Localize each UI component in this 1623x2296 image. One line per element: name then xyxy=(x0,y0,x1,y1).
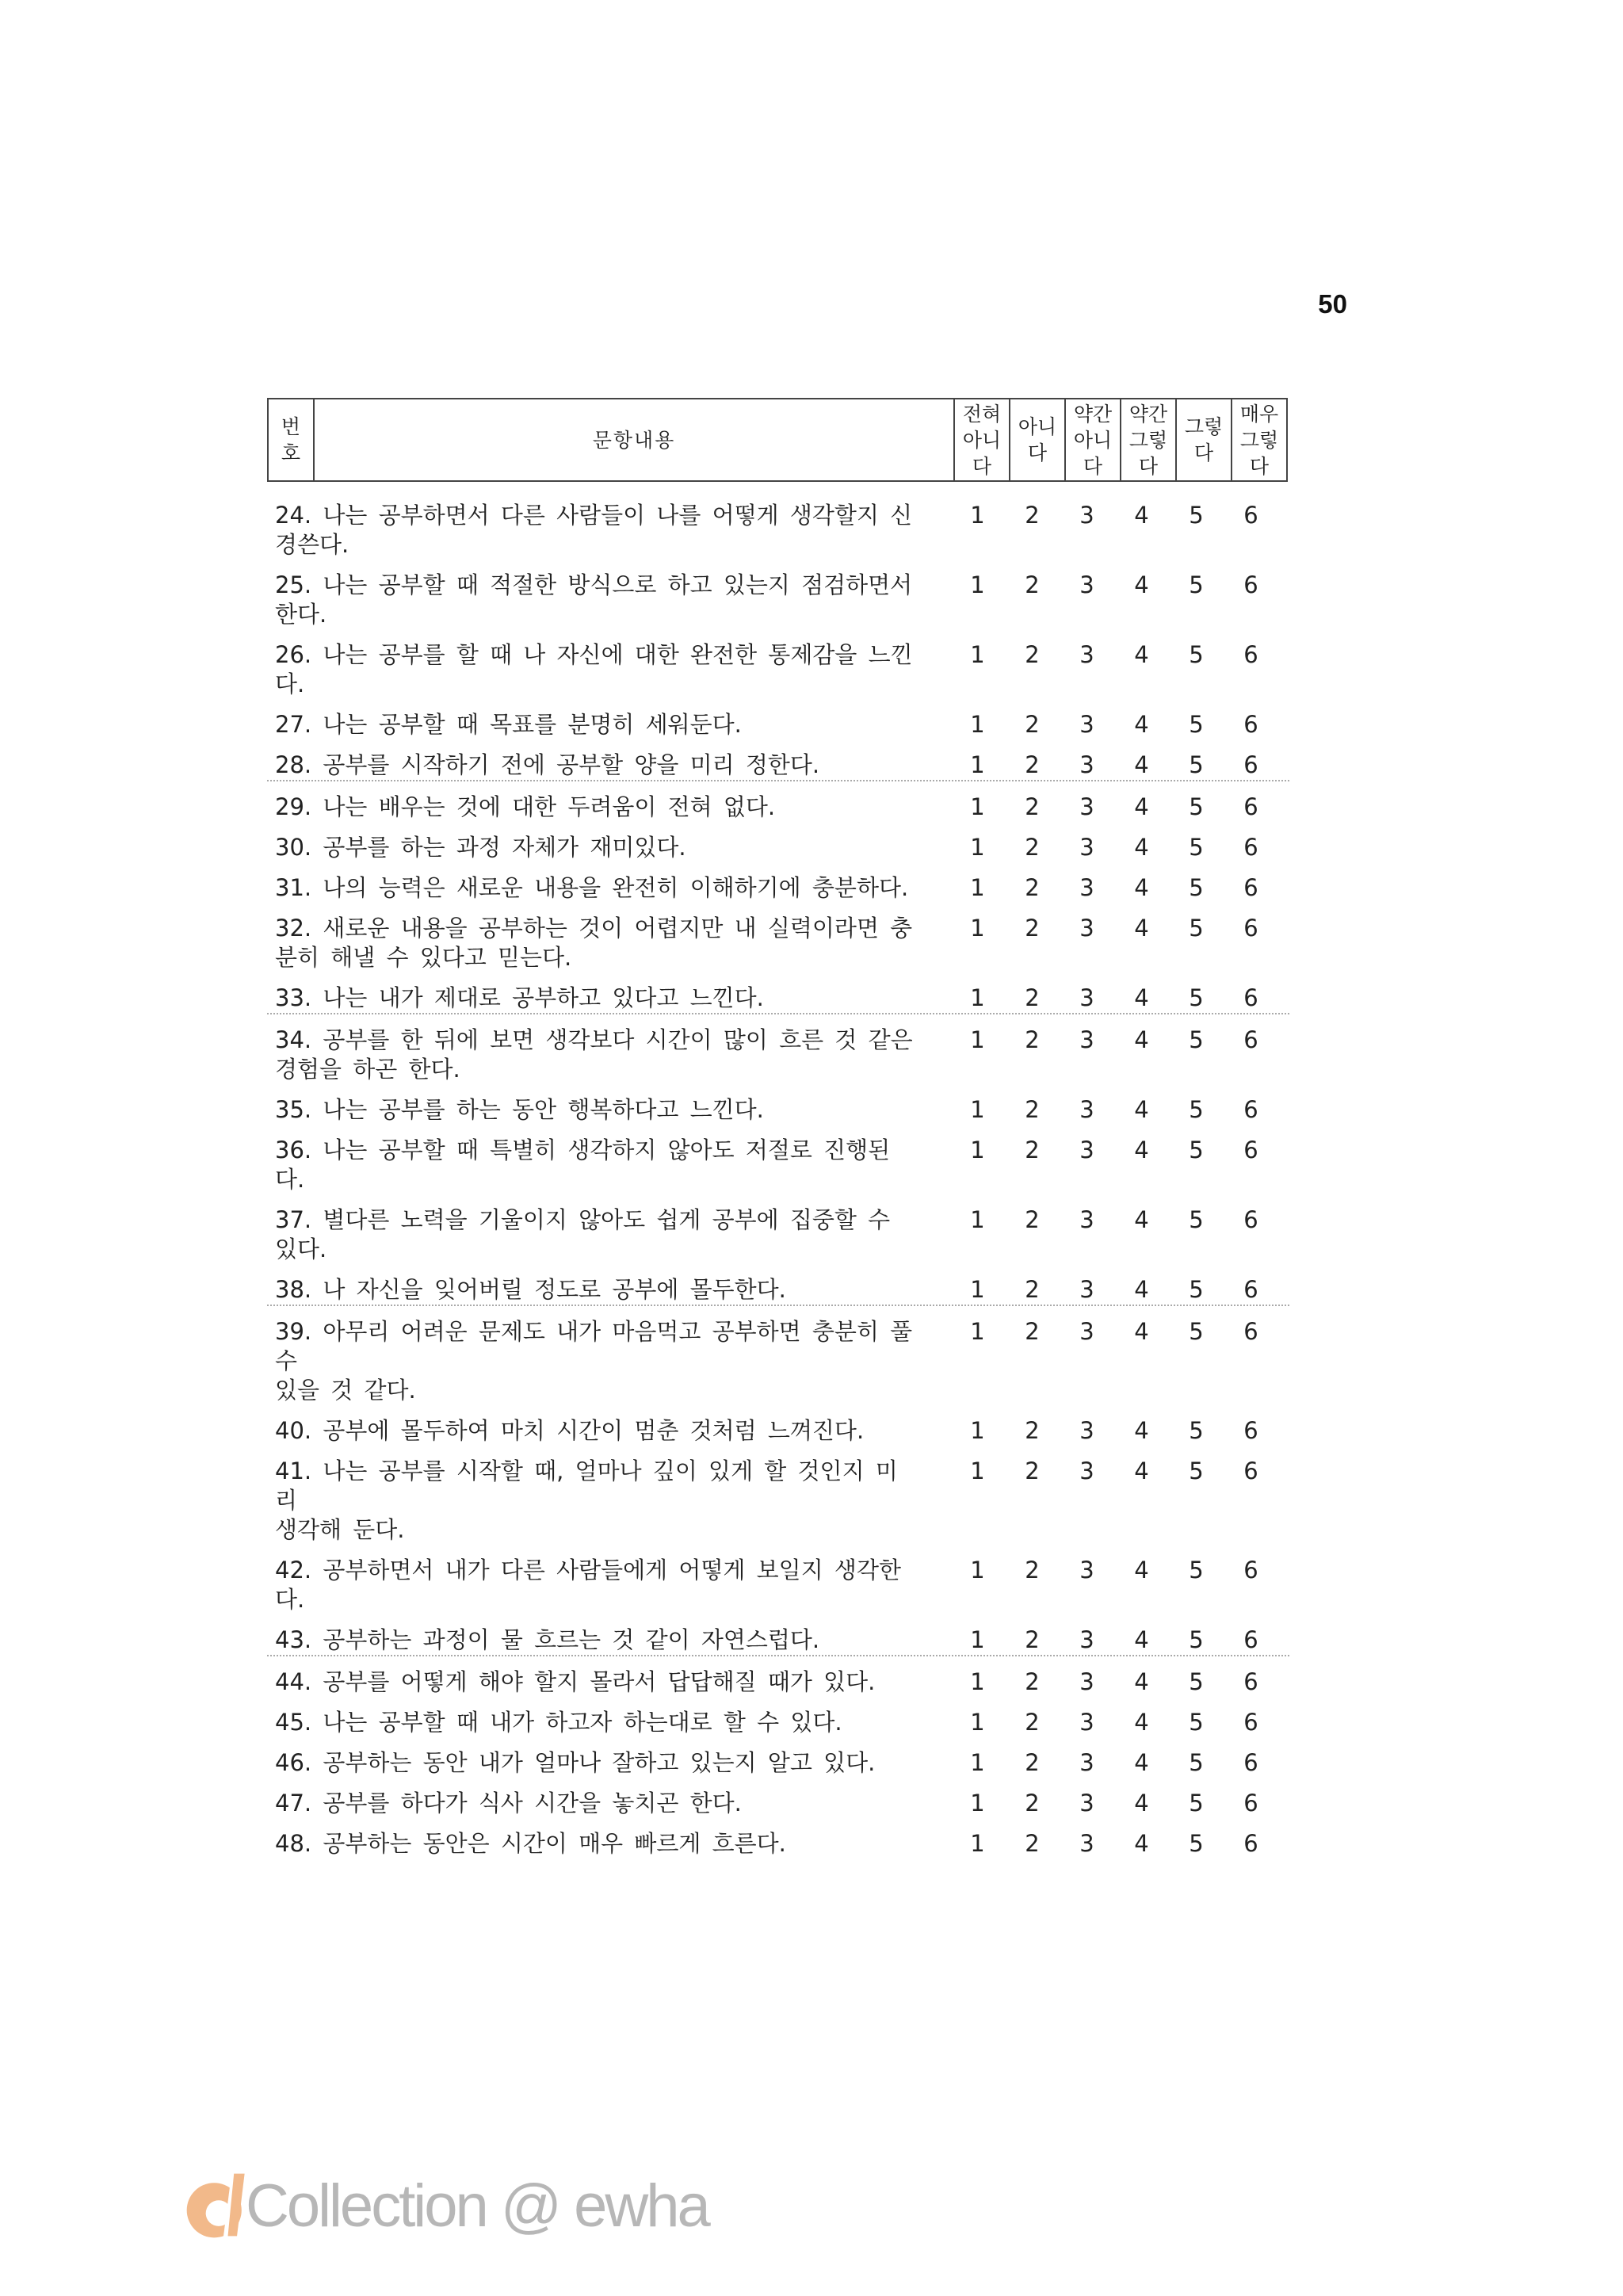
item-scale xyxy=(950,1095,1278,1125)
scale-option-4[interactable]: 4 xyxy=(1134,1276,1149,1303)
scale-option-3[interactable]: 3 xyxy=(1079,984,1094,1011)
scale-option-5[interactable]: 5 xyxy=(1189,1626,1204,1653)
scale-option-6[interactable]: 6 xyxy=(1243,1626,1258,1653)
scale-option-4[interactable]: 4 xyxy=(1134,1557,1149,1584)
questionnaire-item xyxy=(267,1446,1289,1545)
scale-option-6[interactable]: 6 xyxy=(1243,751,1258,778)
item-scale xyxy=(950,1205,1278,1235)
header-scale-label: 전혀 아니 다 xyxy=(962,402,1002,478)
scale-option-1[interactable]: 1 xyxy=(970,502,985,529)
item-text: 44. 공부를 어떻게 해야 할지 몰라서 답답해질 때가 있다. xyxy=(275,1668,876,1695)
scale-option-6[interactable]: 6 xyxy=(1243,1026,1258,1053)
scale-option-1[interactable]: 1 xyxy=(970,1830,985,1857)
header-content: 문항내용 xyxy=(314,399,954,481)
questionnaire-item xyxy=(267,781,1289,822)
scale-option-4[interactable]: 4 xyxy=(1134,1749,1149,1776)
item-text: 39. 아무리 어려운 문제도 내가 마음먹고 공부하면 충분히 풀 수 있을 것 같다. xyxy=(275,1318,913,1404)
scale-option-5[interactable]: 5 xyxy=(1189,834,1204,861)
scale-option-5[interactable]: 5 xyxy=(1189,1557,1204,1584)
item-text: 46. 공부하는 동안 내가 얼마나 잘하고 있는지 알고 있다. xyxy=(275,1749,876,1776)
scale-option-1[interactable]: 1 xyxy=(970,1668,985,1695)
scale-option-2[interactable]: 2 xyxy=(1025,1457,1040,1484)
header-scale-4 xyxy=(1121,399,1176,481)
scale-option-2[interactable]: 2 xyxy=(1025,1668,1040,1695)
questionnaire-item xyxy=(267,699,1289,739)
scale-option-3[interactable]: 3 xyxy=(1079,571,1094,598)
scale-option-2[interactable]: 2 xyxy=(1025,641,1040,668)
header-scale-label: 매우 그렇 다 xyxy=(1239,402,1279,478)
item-text: 29. 나는 배우는 것에 대한 두려움이 전혀 없다. xyxy=(275,793,776,820)
scale-option-4[interactable]: 4 xyxy=(1134,1026,1149,1053)
scale-option-1[interactable]: 1 xyxy=(970,1026,985,1053)
scale-option-4[interactable]: 4 xyxy=(1134,1790,1149,1817)
scale-option-1[interactable]: 1 xyxy=(970,1749,985,1776)
scale-option-3[interactable]: 3 xyxy=(1079,1096,1094,1123)
item-text: 25. 나는 공부할 때 적절한 방식으로 하고 있는지 점검하면서 한다. xyxy=(275,571,913,628)
scale-option-2[interactable]: 2 xyxy=(1025,1137,1040,1163)
header-number-label: 번 호 xyxy=(281,415,301,464)
scale-option-2[interactable]: 2 xyxy=(1025,1626,1040,1653)
scale-option-5[interactable]: 5 xyxy=(1189,1026,1204,1053)
scale-option-2[interactable]: 2 xyxy=(1025,1206,1040,1233)
scale-option-5[interactable]: 5 xyxy=(1189,1318,1204,1345)
questionnaire-item xyxy=(267,1778,1289,1818)
scale-option-4[interactable]: 4 xyxy=(1134,1096,1149,1123)
item-scale xyxy=(950,710,1278,739)
scale-option-5[interactable]: 5 xyxy=(1189,1096,1204,1123)
scale-option-2[interactable]: 2 xyxy=(1025,915,1040,942)
scale-option-4[interactable]: 4 xyxy=(1134,571,1149,598)
scale-option-6[interactable]: 6 xyxy=(1243,1096,1258,1123)
scale-option-2[interactable]: 2 xyxy=(1025,1026,1040,1053)
scale-option-1[interactable]: 1 xyxy=(970,1626,985,1653)
item-text: 43. 공부하는 과정이 물 흐르는 것 같이 자연스럽다. xyxy=(275,1626,820,1653)
questionnaire-item xyxy=(267,1125,1289,1194)
scale-option-2[interactable]: 2 xyxy=(1025,711,1040,738)
scale-option-3[interactable]: 3 xyxy=(1079,751,1094,778)
scale-option-5[interactable]: 5 xyxy=(1189,915,1204,942)
item-text: 35. 나는 공부를 하는 동안 행복하다고 느낀다. xyxy=(275,1096,764,1123)
questionnaire-item xyxy=(267,1697,1289,1737)
scale-option-4[interactable]: 4 xyxy=(1134,915,1149,942)
scale-option-2[interactable]: 2 xyxy=(1025,874,1040,901)
scale-option-5[interactable]: 5 xyxy=(1189,874,1204,901)
item-text: 34. 공부를 한 뒤에 보면 생각보다 시간이 많이 흐른 것 같은 경험을 하곤 한다. xyxy=(275,1026,913,1083)
scale-option-4[interactable]: 4 xyxy=(1134,1830,1149,1857)
scale-option-1[interactable]: 1 xyxy=(970,793,985,820)
item-scale xyxy=(950,914,1278,943)
scale-option-6[interactable]: 6 xyxy=(1243,1206,1258,1233)
questionnaire-item xyxy=(267,1614,1289,1656)
scale-option-1[interactable]: 1 xyxy=(970,1137,985,1163)
questionnaire-item xyxy=(267,1014,1289,1084)
scale-option-6[interactable]: 6 xyxy=(1243,1318,1258,1345)
scale-option-1[interactable]: 1 xyxy=(970,1276,985,1303)
scale-option-2[interactable]: 2 xyxy=(1025,1417,1040,1444)
questionnaire-item xyxy=(267,1264,1289,1306)
item-scale xyxy=(950,571,1278,600)
scale-option-4[interactable]: 4 xyxy=(1134,984,1149,1011)
scale-option-6[interactable]: 6 xyxy=(1243,502,1258,529)
scale-option-5[interactable]: 5 xyxy=(1189,751,1204,778)
scale-option-6[interactable]: 6 xyxy=(1243,984,1258,1011)
scale-option-5[interactable]: 5 xyxy=(1189,1276,1204,1303)
item-text: 30. 공부를 하는 과정 자체가 재미있다. xyxy=(275,834,686,861)
header-scale-label: 그렇 다 xyxy=(1184,415,1224,464)
scale-option-6[interactable]: 6 xyxy=(1243,1668,1258,1695)
scale-option-3[interactable]: 3 xyxy=(1079,1790,1094,1817)
scale-option-5[interactable]: 5 xyxy=(1189,1790,1204,1817)
header-scale-label: 약간 아니 다 xyxy=(1073,402,1113,478)
scale-option-1[interactable]: 1 xyxy=(970,1417,985,1444)
item-scale xyxy=(950,1748,1278,1778)
item-scale xyxy=(950,640,1278,670)
scale-option-5[interactable]: 5 xyxy=(1189,1709,1204,1736)
scale-option-4[interactable]: 4 xyxy=(1134,793,1149,820)
item-text: 31. 나의 능력은 새로운 내용을 완전히 이해하기에 충분하다. xyxy=(275,874,909,901)
scale-option-3[interactable]: 3 xyxy=(1079,1206,1094,1233)
item-text: 33. 나는 내가 제대로 공부하고 있다고 느낀다. xyxy=(275,984,764,1011)
questionnaire-item xyxy=(267,972,1289,1014)
questionnaire-item xyxy=(267,822,1289,862)
scale-option-1[interactable]: 1 xyxy=(970,984,985,1011)
scale-option-3[interactable]: 3 xyxy=(1079,1830,1094,1857)
scale-option-3[interactable]: 3 xyxy=(1079,711,1094,738)
scale-option-3[interactable]: 3 xyxy=(1079,1137,1094,1163)
item-text: 38. 나 자신을 잊어버릴 정도로 공부에 몰두한다. xyxy=(275,1276,786,1303)
item-text: 41. 나는 공부를 시작할 때, 얼마나 깊이 있게 할 것인지 미 리 생각해 둔다. xyxy=(275,1457,898,1543)
item-text: 36. 나는 공부할 때 특별히 생각하지 않아도 저절로 진행된 다. xyxy=(275,1137,891,1193)
item-scale xyxy=(950,1026,1278,1055)
item-scale xyxy=(950,1317,1278,1347)
item-scale xyxy=(950,1136,1278,1165)
scale-option-3[interactable]: 3 xyxy=(1079,1417,1094,1444)
item-scale xyxy=(950,793,1278,822)
scale-option-6[interactable]: 6 xyxy=(1243,1790,1258,1817)
scale-option-2[interactable]: 2 xyxy=(1025,1749,1040,1776)
scale-option-2[interactable]: 2 xyxy=(1025,751,1040,778)
scale-option-1[interactable]: 1 xyxy=(970,641,985,668)
scale-option-3[interactable]: 3 xyxy=(1079,502,1094,529)
scale-option-5[interactable]: 5 xyxy=(1189,793,1204,820)
scale-option-1[interactable]: 1 xyxy=(970,1709,985,1736)
item-scale xyxy=(950,501,1278,530)
scale-option-3[interactable]: 3 xyxy=(1079,1457,1094,1484)
scale-option-4[interactable]: 4 xyxy=(1134,1668,1149,1695)
item-scale xyxy=(950,984,1278,1013)
header-scale-2 xyxy=(1010,399,1065,481)
scale-option-3[interactable]: 3 xyxy=(1079,1668,1094,1695)
scale-option-5[interactable]: 5 xyxy=(1189,1830,1204,1857)
item-text: 42. 공부하면서 내가 다른 사람들에게 어떻게 보일지 생각한 다. xyxy=(275,1557,901,1613)
scale-option-3[interactable]: 3 xyxy=(1079,1276,1094,1303)
questionnaire-item xyxy=(267,1818,1289,1859)
scale-option-4[interactable]: 4 xyxy=(1134,1137,1149,1163)
questionnaire-item xyxy=(267,1405,1289,1446)
questionnaire-header xyxy=(267,398,1288,482)
scale-option-1[interactable]: 1 xyxy=(970,571,985,598)
scale-option-1[interactable]: 1 xyxy=(970,751,985,778)
questionnaire-item xyxy=(267,490,1289,560)
item-text: 47. 공부를 하다가 식사 시간을 놓치곤 한다. xyxy=(275,1790,742,1817)
item-text: 40. 공부에 몰두하여 마치 시간이 멈춘 것처럼 느껴진다. xyxy=(275,1417,865,1444)
scale-option-4[interactable]: 4 xyxy=(1134,1709,1149,1736)
scale-option-2[interactable]: 2 xyxy=(1025,571,1040,598)
scale-option-4[interactable]: 4 xyxy=(1134,711,1149,738)
questionnaire-item xyxy=(267,1084,1289,1125)
scale-option-2[interactable]: 2 xyxy=(1025,1790,1040,1817)
item-scale xyxy=(950,1789,1278,1818)
item-text: 48. 공부하는 동안은 시간이 매우 빠르게 흐른다. xyxy=(275,1830,786,1857)
scale-option-1[interactable]: 1 xyxy=(970,1318,985,1345)
scale-option-5[interactable]: 5 xyxy=(1189,1457,1204,1484)
scale-option-5[interactable]: 5 xyxy=(1189,984,1204,1011)
questionnaire-item xyxy=(267,1306,1289,1405)
item-scale xyxy=(950,1668,1278,1697)
scale-option-3[interactable]: 3 xyxy=(1079,1749,1094,1776)
header-scale-5 xyxy=(1176,399,1232,481)
questionnaire-item xyxy=(267,1194,1289,1264)
scale-option-4[interactable]: 4 xyxy=(1134,1318,1149,1345)
dcollection-logo xyxy=(181,2168,708,2244)
questionnaire-item xyxy=(267,903,1289,972)
questionnaire-item xyxy=(267,1656,1289,1697)
scale-option-1[interactable]: 1 xyxy=(970,711,985,738)
scale-option-1[interactable]: 1 xyxy=(970,1557,985,1584)
scale-option-1[interactable]: 1 xyxy=(970,834,985,861)
scale-option-1[interactable]: 1 xyxy=(970,874,985,901)
item-scale xyxy=(950,1708,1278,1737)
scale-option-6[interactable]: 6 xyxy=(1243,874,1258,901)
scale-option-5[interactable]: 5 xyxy=(1189,571,1204,598)
scale-option-6[interactable]: 6 xyxy=(1243,1417,1258,1444)
scale-option-6[interactable]: 6 xyxy=(1243,1137,1258,1163)
scale-option-5[interactable]: 5 xyxy=(1189,711,1204,738)
scale-option-1[interactable]: 1 xyxy=(970,1096,985,1123)
scale-option-4[interactable]: 4 xyxy=(1134,1626,1149,1653)
scale-option-5[interactable]: 5 xyxy=(1189,1668,1204,1695)
scale-option-6[interactable]: 6 xyxy=(1243,1457,1258,1484)
questionnaire-item xyxy=(267,560,1289,629)
item-scale xyxy=(950,1275,1278,1305)
header-scale-label: 아니 다 xyxy=(1018,415,1057,464)
scale-option-2[interactable]: 2 xyxy=(1025,1709,1040,1736)
item-scale xyxy=(950,1556,1278,1585)
header-number xyxy=(268,399,314,481)
item-text: 26. 나는 공부를 할 때 나 자신에 대한 완전한 통제감을 느낀 다. xyxy=(275,641,913,697)
page-number: 50 xyxy=(1318,289,1347,319)
scale-option-6[interactable]: 6 xyxy=(1243,571,1258,598)
scale-option-6[interactable]: 6 xyxy=(1243,711,1258,738)
scale-option-2[interactable]: 2 xyxy=(1025,984,1040,1011)
scale-option-2[interactable]: 2 xyxy=(1025,1830,1040,1857)
scale-option-3[interactable]: 3 xyxy=(1079,874,1094,901)
questionnaire-item xyxy=(267,862,1289,903)
scale-option-2[interactable]: 2 xyxy=(1025,834,1040,861)
scale-option-4[interactable]: 4 xyxy=(1134,874,1149,901)
scale-option-6[interactable]: 6 xyxy=(1243,1276,1258,1303)
scale-option-4[interactable]: 4 xyxy=(1134,641,1149,668)
scale-option-6[interactable]: 6 xyxy=(1243,915,1258,942)
scale-option-4[interactable]: 4 xyxy=(1134,1417,1149,1444)
item-scale xyxy=(950,1829,1278,1859)
item-text: 45. 나는 공부할 때 내가 하고자 하는대로 할 수 있다. xyxy=(275,1709,842,1736)
scale-option-4[interactable]: 4 xyxy=(1134,502,1149,529)
scale-option-5[interactable]: 5 xyxy=(1189,641,1204,668)
scale-option-3[interactable]: 3 xyxy=(1079,641,1094,668)
scale-option-5[interactable]: 5 xyxy=(1189,1206,1204,1233)
scale-option-1[interactable]: 1 xyxy=(970,1790,985,1817)
header-scale-1 xyxy=(954,399,1010,481)
scale-option-4[interactable]: 4 xyxy=(1134,751,1149,778)
scale-option-2[interactable]: 2 xyxy=(1025,1318,1040,1345)
scale-option-1[interactable]: 1 xyxy=(970,1206,985,1233)
scale-option-4[interactable]: 4 xyxy=(1134,834,1149,861)
scale-option-6[interactable]: 6 xyxy=(1243,1709,1258,1736)
scale-option-6[interactable]: 6 xyxy=(1243,1830,1258,1857)
scale-option-5[interactable]: 5 xyxy=(1189,1417,1204,1444)
scale-option-2[interactable]: 2 xyxy=(1025,1096,1040,1123)
scale-option-3[interactable]: 3 xyxy=(1079,834,1094,861)
scale-option-5[interactable]: 5 xyxy=(1189,502,1204,529)
item-scale xyxy=(950,1457,1278,1486)
item-scale xyxy=(950,751,1278,780)
scale-option-4[interactable]: 4 xyxy=(1134,1457,1149,1484)
item-text: 27. 나는 공부할 때 목표를 분명히 세워둔다. xyxy=(275,711,742,738)
scale-option-2[interactable]: 2 xyxy=(1025,793,1040,820)
scale-option-2[interactable]: 2 xyxy=(1025,1276,1040,1303)
item-text: 37. 별다른 노력을 기울이지 않아도 쉽게 공부에 집중할 수 있다. xyxy=(275,1206,891,1263)
scale-option-3[interactable]: 3 xyxy=(1079,1557,1094,1584)
scale-option-3[interactable]: 3 xyxy=(1079,1318,1094,1345)
item-text: 32. 새로운 내용을 공부하는 것이 어렵지만 내 실력이라면 충 분히 해낼 수 있다고 믿는다. xyxy=(275,915,913,971)
scale-option-5[interactable]: 5 xyxy=(1189,1137,1204,1163)
questionnaire-items xyxy=(267,490,1289,1859)
item-scale xyxy=(950,1416,1278,1446)
scale-option-4[interactable]: 4 xyxy=(1134,1206,1149,1233)
questionnaire-item xyxy=(267,1545,1289,1614)
scale-option-3[interactable]: 3 xyxy=(1079,1026,1094,1053)
item-scale xyxy=(950,873,1278,903)
item-scale xyxy=(950,833,1278,862)
questionnaire-item xyxy=(267,739,1289,781)
scale-option-3[interactable]: 3 xyxy=(1079,915,1094,942)
scale-option-3[interactable]: 3 xyxy=(1079,793,1094,820)
scale-option-6[interactable]: 6 xyxy=(1243,834,1258,861)
scale-option-5[interactable]: 5 xyxy=(1189,1749,1204,1776)
scale-option-1[interactable]: 1 xyxy=(970,915,985,942)
scale-option-6[interactable]: 6 xyxy=(1243,641,1258,668)
scale-option-1[interactable]: 1 xyxy=(970,1457,985,1484)
questionnaire-item xyxy=(267,1737,1289,1778)
scale-option-6[interactable]: 6 xyxy=(1243,1749,1258,1776)
scale-option-2[interactable]: 2 xyxy=(1025,502,1040,529)
logo-text: Collection @ ewha xyxy=(246,2172,708,2240)
header-scale-3 xyxy=(1065,399,1121,481)
header-scale-6 xyxy=(1232,399,1287,481)
item-text: 28. 공부를 시작하기 전에 공부할 양을 미리 정한다. xyxy=(275,751,820,778)
scale-option-3[interactable]: 3 xyxy=(1079,1709,1094,1736)
questionnaire-item xyxy=(267,629,1289,699)
item-scale xyxy=(950,1626,1278,1655)
scale-option-2[interactable]: 2 xyxy=(1025,1557,1040,1584)
item-text: 24. 나는 공부하면서 다른 사람들이 나를 어떻게 생각할지 신 경쓴다. xyxy=(275,502,913,558)
scale-option-6[interactable]: 6 xyxy=(1243,793,1258,820)
scale-option-3[interactable]: 3 xyxy=(1079,1626,1094,1653)
header-scale-label: 약간 그렇 다 xyxy=(1128,402,1168,478)
scale-option-6[interactable]: 6 xyxy=(1243,1557,1258,1584)
